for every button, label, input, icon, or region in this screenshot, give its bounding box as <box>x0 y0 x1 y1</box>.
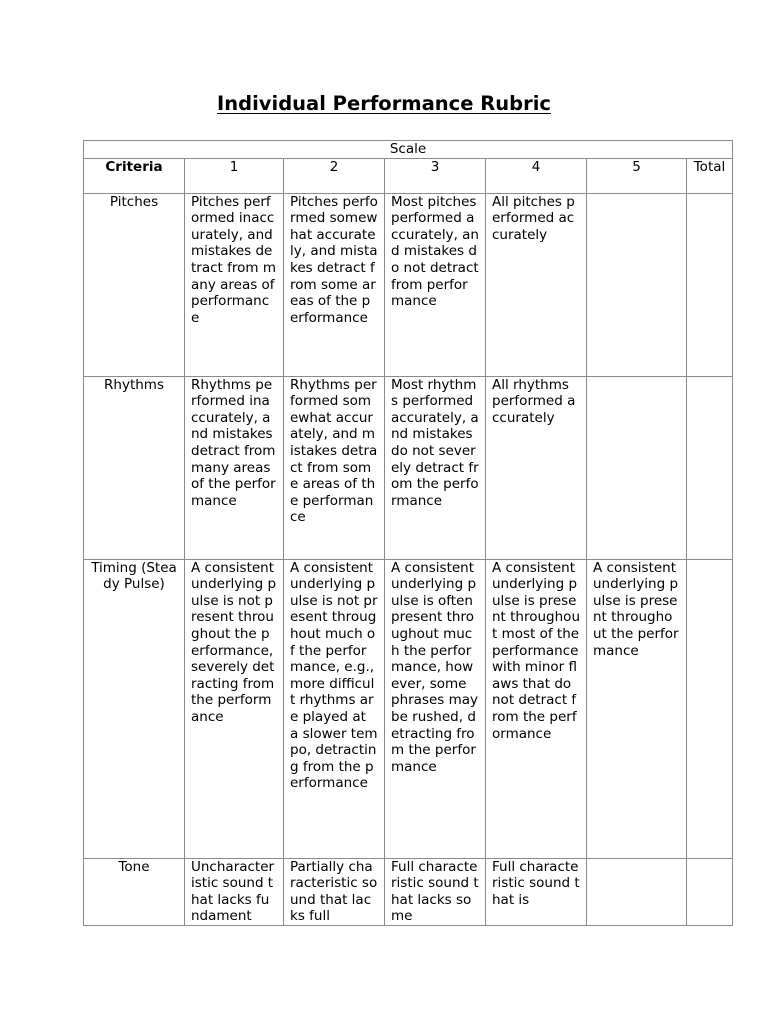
table-row-rhythms <box>84 376 733 559</box>
descriptor-text <box>593 859 680 925</box>
descriptor-cell: A consistent underlying pulse is not present throughout the performance, severely detracting from the performance <box>185 559 284 858</box>
header-score-4: 4 <box>486 158 587 193</box>
descriptor-cell: A consistent underlying pulse is present throughout most of the performance with minor flaws that do not detract from the performance <box>486 559 587 858</box>
total-cell <box>687 193 733 376</box>
criteria-cell <box>84 858 185 925</box>
criteria-cell: Pitches <box>84 193 185 376</box>
table-row-pitches <box>84 193 733 376</box>
descriptor-cell <box>587 193 687 376</box>
document-title: Individual Performance Rubric <box>217 92 551 115</box>
descriptor-cell: A consistent underlying pulse is present throughout the performance <box>587 559 687 858</box>
descriptor-text: Partially characteristic sound that lacks full <box>290 858 378 925</box>
descriptor-cell: Pitches performed inaccurately, and mistakes detract from many areas of performance <box>185 193 284 376</box>
rubric-table <box>83 140 733 926</box>
scale-label: Scale <box>84 141 733 159</box>
descriptor-cell <box>185 858 284 925</box>
descriptor-text: Full characteristic sound that lacks some <box>391 858 479 925</box>
total-cell <box>687 376 733 559</box>
header-score-1: 1 <box>185 158 284 193</box>
header-criteria: Criteria <box>84 158 185 193</box>
criteria-cell: Timing (Steady Pulse) <box>84 559 185 858</box>
header-total: Total <box>687 158 733 193</box>
header-score-3: 3 <box>385 158 486 193</box>
descriptor-cell: A consistent underlying pulse is often present throughout much the performance, however, some phrases may be rushed, detracting from the performance <box>385 559 486 858</box>
descriptor-cell: Most pitches performed accurately, and mistakes do not detract from performance <box>385 193 486 376</box>
descriptor-cell <box>284 858 385 925</box>
descriptor-cell: A consistent underlying pulse is not present throughout much of the performance, e.g., more difficult rhythms are played at a slower tempo, detracting from the performance <box>284 559 385 858</box>
descriptor-cell <box>587 376 687 559</box>
descriptor-cell <box>486 858 587 925</box>
descriptor-text: Uncharacteristic sound that lacks fundament <box>191 858 275 925</box>
descriptor-cell: All pitches performed accurately <box>486 193 587 376</box>
criteria-cell: Rhythms <box>84 376 185 559</box>
header-score-2: 2 <box>284 158 385 193</box>
table-row-timing <box>84 559 733 858</box>
total-cell <box>687 559 733 858</box>
total-cell <box>687 858 733 925</box>
descriptor-cell: Rhythms performed inaccurately, and mistakes detract from many areas of the performance <box>185 376 284 559</box>
descriptor-cell <box>385 858 486 925</box>
descriptor-text: Full characteristic sound that is <box>492 858 580 908</box>
descriptor-cell <box>587 858 687 925</box>
descriptor-cell: Most rhythms performed accurately, and mistakes do not severely detract from the performance <box>385 376 486 559</box>
descriptor-cell: Pitches performed somewhat accurately, and mistakes detract from some areas of the performance <box>284 193 385 376</box>
column-header-row <box>84 158 733 193</box>
criteria-text: Tone <box>118 858 150 875</box>
descriptor-cell: Rhythms performed somewhat accurately, and mistakes detract from some areas of the performance <box>284 376 385 559</box>
scale-header-row <box>84 141 733 159</box>
descriptor-cell: All rhythms performed accurately <box>486 376 587 559</box>
total-text <box>693 859 726 925</box>
header-score-5: 5 <box>587 158 687 193</box>
table-row-tone <box>84 858 733 925</box>
